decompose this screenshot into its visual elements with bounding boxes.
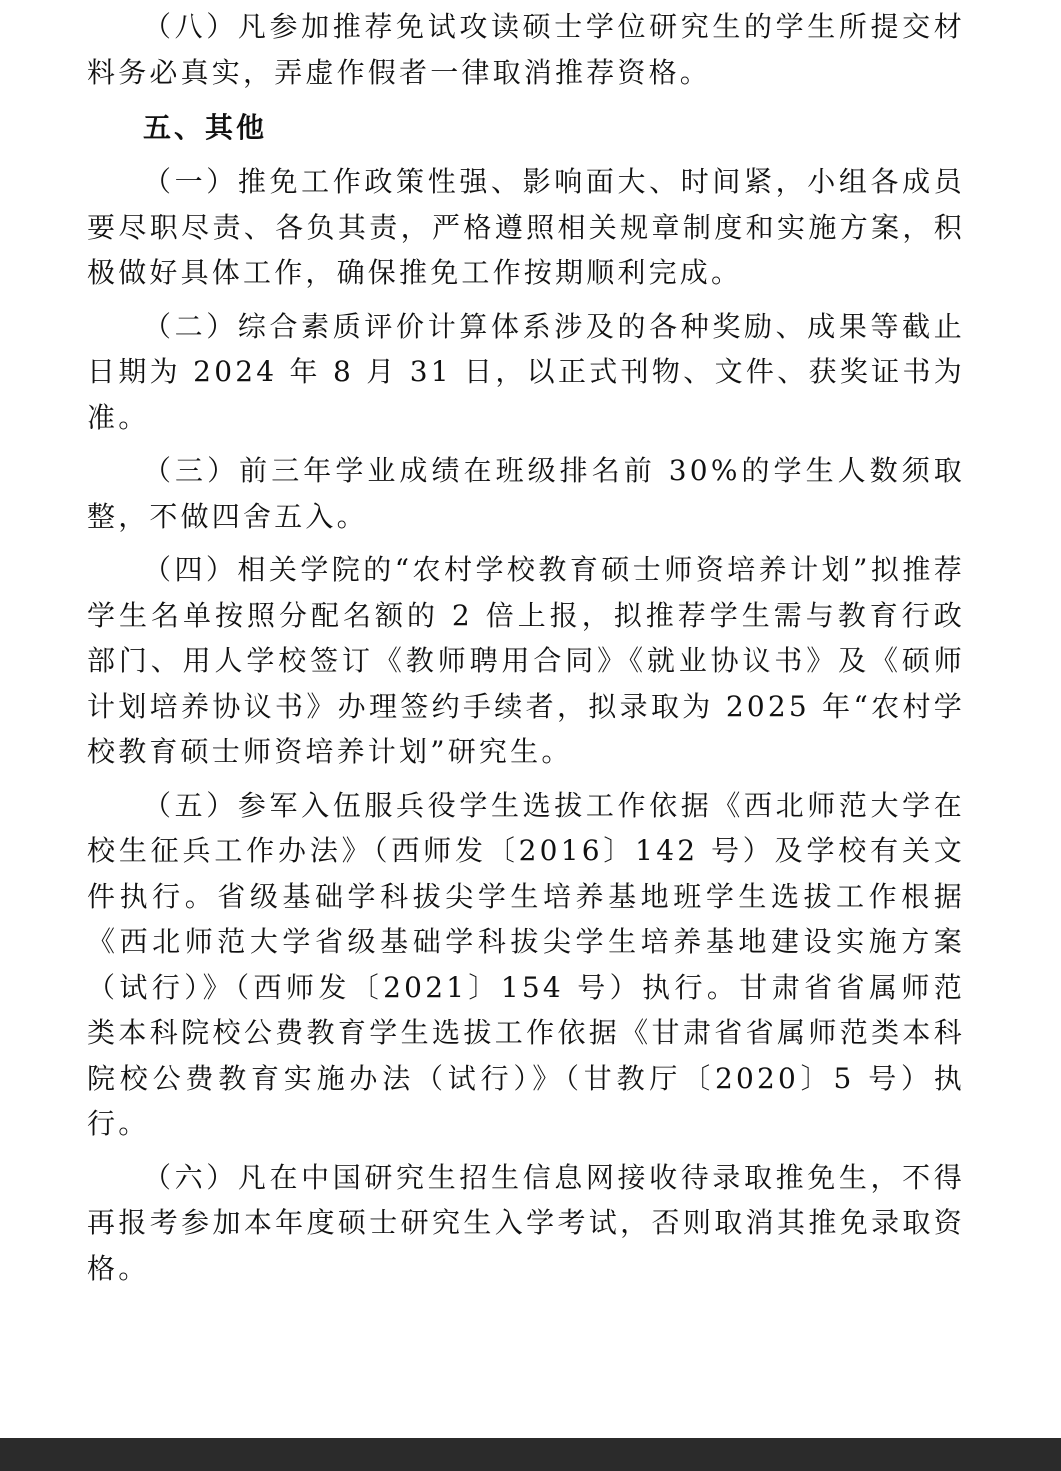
paragraph-yi: （一）推免工作政策性强、影响面大、时间紧，小组各成员要尽职尽责、各负其责，严格遵照相关规章制度和实施方案，积极做好具体工作，确保推免工作按期顺利完成。 bbox=[87, 165, 965, 289]
paragraph-er: （二）综合素质评价计算体系涉及的各种奖励、成果等截止日期为 2024 年 8 月 31 日，以正式刊物、文件、获奖证书为准。 bbox=[87, 309, 965, 434]
paragraph-si: （四）相关学院的“农村学校教育硕士师资培养计划”拟推荐学生名单按照分配名额的 2 倍上报，拟推荐学生需与教育行政部门、用人学校签订《教师聘用合同》《就业协议书》及《硕师计划培养协议书》办理签约手续者，拟录取为 2025 年“农村学校教育硕士师资培养计划”研究生。 bbox=[87, 553, 965, 768]
paragraph-san: （三）前三年学业成绩在班级排名前 30%的学生人数须取整，不做四舍五入。 bbox=[87, 454, 965, 533]
viewer-bottom-bar bbox=[0, 1438, 1061, 1471]
paragraph-ba: （八）凡参加推荐免试攻读硕士学位研究生的学生所提交材料务必真实，弄虚作假者一律取消推荐资格。 bbox=[87, 10, 965, 89]
paragraph-liu: （六）凡在中国研究生招生信息网接收待录取推免生，不得再报考参加本年度硕士研究生入学考试，否则取消其推免录取资格。 bbox=[87, 1160, 965, 1285]
document-body bbox=[87, 4, 965, 1299]
section-heading-other: 五、其他 bbox=[143, 111, 268, 144]
paragraph-wu: （五）参军入伍服兵役学生选拔工作依据《西北师范大学在校生征兵工作办法》（西师发〔2016〕142 号）及学校有关文件执行。省级基础学科拔尖学生培养基地班学生选拔工作根据《西北师范大学省级基础学科拔尖学生培养基地建设实施方案（试行）》（西师发〔2021〕154 号）执行。甘肃省省属师范类本科院校公费教育学生选拔工作依据《甘肃省省属师范类本科院校公费教育实施办法（试行）》（甘教厅〔2020〕5 号）执行。 bbox=[87, 788, 965, 1140]
